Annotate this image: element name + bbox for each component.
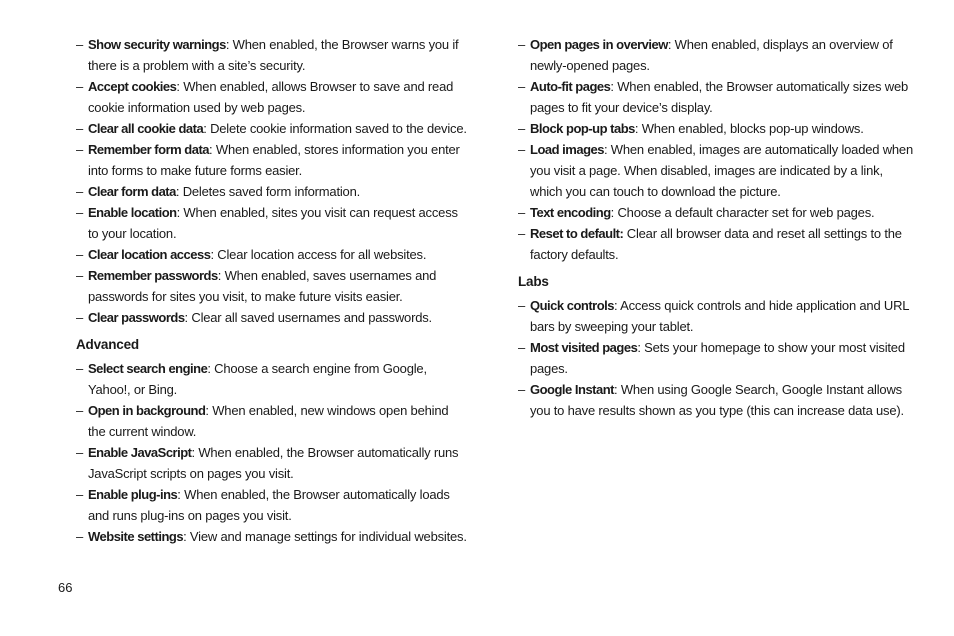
left-column — [76, 34, 468, 547]
setting-term: Open in background — [88, 403, 206, 418]
setting-term: Clear form data — [88, 184, 176, 199]
term-separator: : — [209, 142, 216, 157]
list-item — [76, 442, 468, 484]
setting-description: Choose a default character set for web pages. — [617, 205, 875, 220]
section-heading-labs: Labs — [518, 274, 549, 289]
list-dash: – — [518, 121, 526, 136]
setting-term: Enable JavaScript — [88, 445, 192, 460]
setting-description: When enabled, displays an overview of newly-opened pages. — [530, 37, 893, 73]
setting-term: Select search engine — [88, 361, 208, 376]
term-separator: : — [205, 403, 213, 418]
term-separator: : — [191, 445, 199, 460]
setting-description: When enabled, the Browser automatically sizes web pages to fit your device’s display. — [530, 79, 909, 115]
setting-description: When enabled, images are automatically loaded when you visit a page. When disabled, images are indicated by a link, which you can touch to download the picture. — [530, 142, 913, 199]
list-dash: – — [76, 79, 84, 94]
list-item — [76, 265, 468, 307]
setting-description: View and manage settings for individual websites. — [189, 529, 467, 544]
list-dash: – — [76, 445, 84, 460]
list-dash: – — [76, 184, 84, 199]
term-separator: : — [225, 37, 233, 52]
list-dash: – — [76, 121, 84, 136]
settings-list — [518, 34, 916, 265]
setting-term: Enable plug-ins — [88, 487, 178, 502]
list-item — [76, 400, 468, 442]
list-item — [518, 337, 916, 379]
setting-description: When enabled, allows Browser to save and read cookie information used by web pages. — [88, 79, 454, 115]
setting-term: Most visited pages — [530, 340, 638, 355]
term-separator: : — [177, 487, 185, 502]
term-separator: : — [176, 205, 184, 220]
setting-description: Clear location access for all websites. — [217, 247, 427, 262]
setting-term: Block pop-up tabs — [530, 121, 635, 136]
list-dash: – — [76, 361, 84, 376]
list-item — [76, 484, 468, 526]
term-separator: : — [203, 121, 211, 136]
term-separator: : — [667, 37, 675, 52]
list-item — [76, 526, 468, 547]
list-dash: – — [76, 487, 84, 502]
list-dash: – — [76, 205, 84, 220]
list-item — [76, 244, 468, 265]
list-dash: – — [76, 310, 84, 325]
list-dash: – — [76, 268, 84, 283]
advanced-settings-list — [76, 358, 468, 547]
term-separator: : — [603, 142, 611, 157]
list-dash: – — [76, 142, 84, 157]
term-separator: : — [217, 268, 225, 283]
setting-term: Clear all cookie data — [88, 121, 204, 136]
term-separator: : — [634, 121, 642, 136]
list-item — [518, 139, 916, 202]
setting-description: When enabled, saves usernames and passwords for sites you visit, to make future visits easier. — [88, 268, 437, 304]
setting-description: When enabled, the Browser automatically runs JavaScript scripts on pages you visit. — [88, 445, 459, 481]
term-separator: : — [614, 298, 621, 313]
list-item — [76, 181, 468, 202]
term-separator: : — [610, 205, 618, 220]
setting-description: Choose a search engine from Google, Yahoo!, or Bing. — [88, 361, 427, 397]
setting-term: Quick controls — [530, 298, 615, 313]
term-separator: : — [610, 79, 618, 94]
list-dash: – — [76, 247, 84, 262]
list-dash: – — [76, 37, 84, 52]
list-item — [518, 223, 916, 265]
setting-description: Sets your homepage to show your most visited pages. — [530, 340, 905, 376]
setting-term: Open pages in overview — [530, 37, 668, 52]
list-item — [76, 118, 468, 139]
list-item — [76, 139, 468, 181]
setting-description: When enabled, the Browser warns you if there is a problem with a site’s security. — [88, 37, 459, 73]
list-item — [76, 307, 468, 328]
setting-description: When enabled, new windows open behind the current window. — [88, 403, 449, 439]
term-separator: : — [176, 79, 184, 94]
term-separator: : — [184, 310, 192, 325]
list-dash: – — [76, 403, 84, 418]
list-dash: – — [518, 226, 526, 241]
list-item — [518, 379, 916, 421]
list-item — [518, 34, 916, 76]
term-separator: : — [207, 361, 215, 376]
setting-term: Accept cookies — [88, 79, 177, 94]
setting-term: Remember passwords — [88, 268, 218, 283]
setting-term: Clear location access — [88, 247, 211, 262]
setting-term: Website settings — [88, 529, 184, 544]
section-heading-advanced: Advanced — [76, 337, 139, 352]
setting-term: Clear passwords — [88, 310, 185, 325]
setting-term: Auto-fit pages — [530, 79, 611, 94]
list-dash: – — [518, 142, 526, 157]
setting-description: When using Google Search, Google Instant allows you to have results shown as you type (this can increase data use). — [530, 382, 904, 418]
term-separator: : — [183, 529, 190, 544]
term-separator: : — [175, 184, 183, 199]
list-dash: – — [518, 79, 526, 94]
list-item — [518, 118, 916, 139]
setting-description: Clear all browser data and reset all settings to the factory defaults. — [530, 226, 902, 262]
list-item — [76, 76, 468, 118]
settings-list — [76, 34, 468, 328]
setting-description: When enabled, blocks pop-up windows. — [641, 121, 864, 136]
labs-settings-list — [518, 295, 916, 421]
list-item — [518, 76, 916, 118]
setting-term: Show security warnings — [88, 37, 226, 52]
setting-description: Delete cookie information saved to the device. — [210, 121, 467, 136]
list-dash: – — [518, 340, 526, 355]
list-item — [76, 34, 468, 76]
list-item — [76, 358, 468, 400]
page-number: 66 — [58, 580, 73, 595]
term-separator: : — [614, 382, 621, 397]
setting-description: When enabled, stores information you enter into forms to make future forms easier. — [88, 142, 460, 178]
setting-term: Enable location — [88, 205, 177, 220]
list-dash: – — [518, 298, 526, 313]
setting-term: Load images — [530, 142, 604, 157]
term-separator: : — [210, 247, 218, 262]
setting-description: When enabled, sites you visit can request access to your location. — [88, 205, 458, 241]
setting-term: Reset to default: — [530, 226, 624, 241]
setting-description: When enabled, the Browser automatically loads and runs plug-ins on pages you visit. — [88, 487, 450, 523]
setting-term: Google Instant — [530, 382, 614, 397]
right-column — [518, 34, 916, 421]
setting-description: Clear all saved usernames and passwords. — [191, 310, 432, 325]
setting-description: Deletes saved form information. — [182, 184, 361, 199]
list-dash: – — [518, 382, 526, 397]
term-separator: : — [637, 340, 645, 355]
list-dash: – — [518, 205, 526, 220]
setting-description: Access quick controls and hide application and URL bars by sweeping your tablet. — [530, 298, 909, 334]
list-dash: – — [76, 529, 84, 544]
list-dash: – — [518, 37, 526, 52]
list-item — [76, 202, 468, 244]
setting-term: Text encoding — [530, 205, 611, 220]
setting-term: Remember form data — [88, 142, 210, 157]
list-item — [518, 295, 916, 337]
list-item — [518, 202, 916, 223]
